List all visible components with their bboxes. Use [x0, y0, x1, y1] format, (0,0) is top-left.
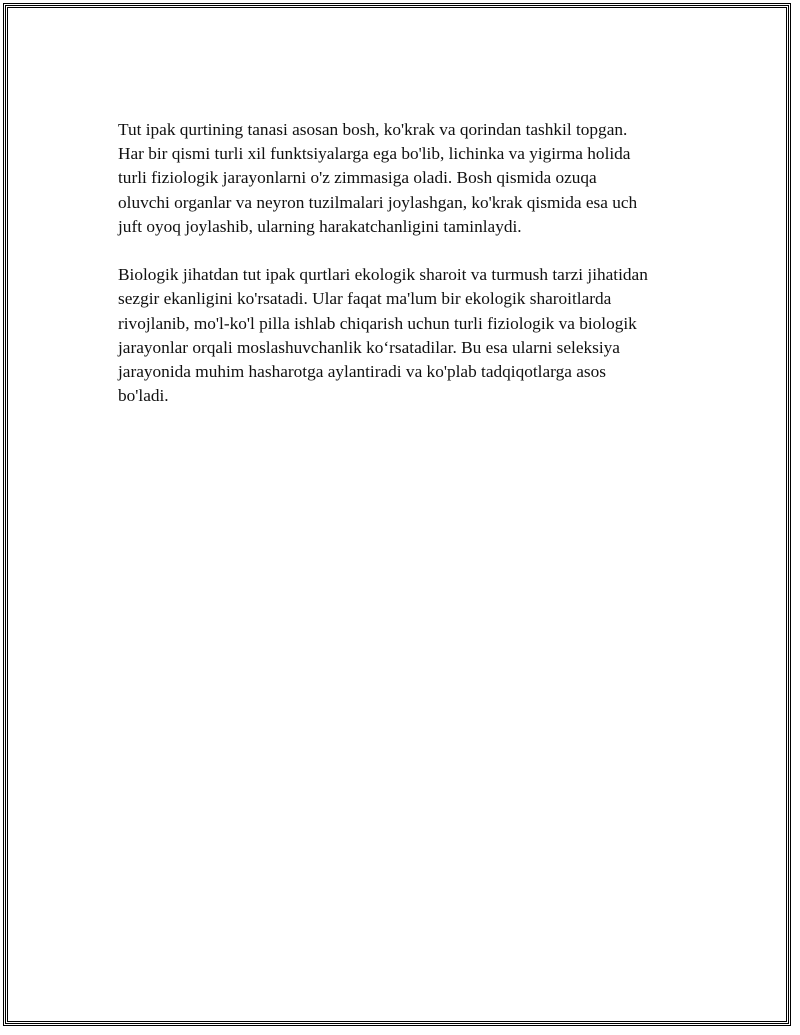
text-line: juft oyoq joylashib, ularning harakatchanligini taminlaydi.	[118, 216, 522, 236]
text-line: jarayonida muhim hasharotga aylantiradi va ko'plab tadqiqotlarga asos	[118, 362, 606, 382]
paragraph-1	[118, 118, 698, 239]
document-body	[118, 118, 698, 433]
text-line: turli fiziologik jarayonlarni o'z zimmasiga oladi. Bosh qismida ozuqa	[118, 168, 597, 188]
text-line: jarayonlar orqali moslashuvchanlik ko‘rsatadilar. Bu esa ularni seleksiya	[118, 337, 620, 357]
text-line: Biologik jihatdan tut ipak qurtlari ekologik sharoit va turmush tarzi jihatidan	[118, 265, 648, 285]
text-line: rivojlanib, mo'l-ko'l pilla ishlab chiqarish uchun turli fiziologik va biologik	[118, 313, 637, 333]
text-line: Har bir qismi turli xil funktsiyalarga ega bo'lib, lichinka va yigirma holida	[118, 144, 631, 164]
text-line: sezgir ekanligini ko'rsatadi. Ular faqat ma'lum bir ekologik sharoitlarda	[118, 289, 612, 309]
text-line: oluvchi organlar va neyron tuzilmalari joylashgan, ko'krak qismida esa uch	[118, 192, 638, 212]
text-line: Tut ipak qurtining tanasi asosan bosh, ko'krak va qorindan tashkil topgan.	[118, 120, 628, 139]
paragraph-2	[118, 263, 698, 408]
text-line: bo'ladi.	[118, 386, 169, 406]
